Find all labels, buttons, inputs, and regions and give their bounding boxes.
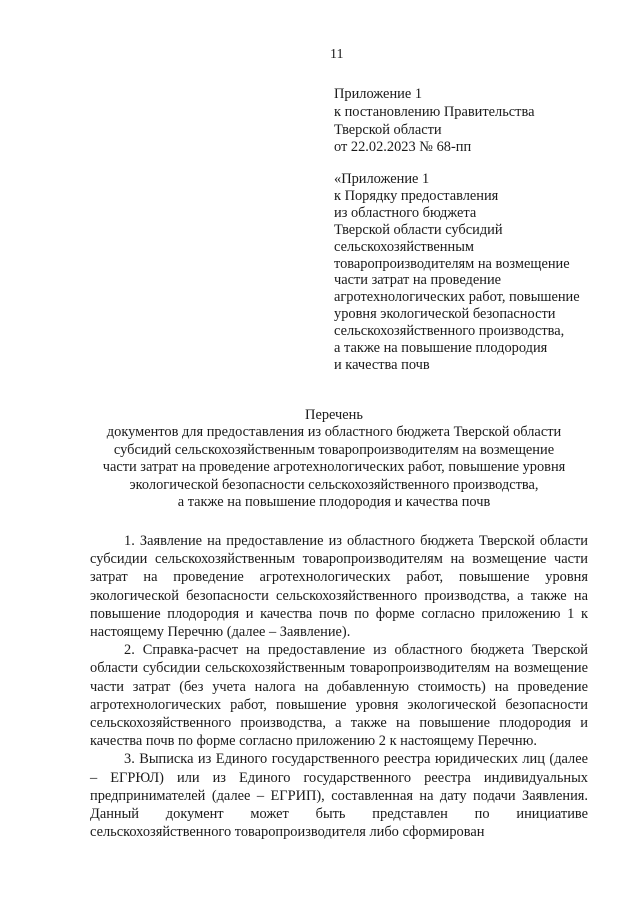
order-appendix-line: агротехнологических работ, повышение: [334, 289, 580, 306]
order-appendix-line: Тверской области субсидий: [334, 221, 503, 238]
order-appendix-line: сельскохозяйственным: [334, 238, 474, 255]
order-appendix-line: и качества почв: [334, 356, 430, 373]
order-appendix-line: товаропроизводителям на возмещение: [334, 255, 570, 272]
appendix-line: к постановлению Правительства: [334, 103, 535, 120]
order-appendix-line: к Порядку предоставления: [334, 187, 499, 204]
paragraph-item-1: 1. Заявление на предоставление из областного бюджета Тверской области субсидии сельскохозяйственным товаропроизводителям на возмещение части затрат на проведение агротехнологических работ, повышение уровня экологической безопасности сельскохозяйственного производства, а также на повышение плодородия и качества почв по форме согласно приложению 1 к настоящему Перечню (далее – Заявление).: [90, 533, 588, 641]
title-line: части затрат на проведение агротехнологических работ, повышение уровня: [102, 459, 566, 476]
document-body: [90, 532, 588, 841]
order-appendix-line: «Приложение 1: [334, 171, 430, 187]
paragraph-item-3: 3. Выписка из Единого государственного реестра юридических лиц (далее – ЕГРЮЛ) или из Единого государственного реестра индивидуальных предпринимателей (далее – ЕГРИП), составленная на дату подачи Заявления. Данный документ может быть представлен по инициативе сельскохозяйственного товаропроизводителя либо сформирован: [90, 751, 588, 841]
page-number: 11: [330, 47, 344, 62]
appendix-header: [334, 86, 614, 157]
title-line: субсидий сельскохозяйственным товаропроизводителям на возмещение: [113, 441, 555, 458]
appendix-line: от 22.02.2023 № 68-пп: [334, 139, 472, 156]
order-appendix-line: сельскохозяйственного производства,: [334, 323, 565, 340]
appendix-line: Тверской области: [334, 121, 442, 138]
title-line: экологической безопасности сельскохозяйственного производства,: [129, 476, 539, 493]
order-appendix-line: из областного бюджета: [334, 204, 477, 221]
document-title: [80, 407, 588, 511]
title-line: документов для предоставления из областного бюджета Тверской области: [106, 424, 562, 441]
order-appendix-line: уровня экологической безопасности: [334, 306, 556, 323]
paragraph-item-2: 2. Справка-расчет на предоставление из областного бюджета Тверской области субсидии сельскохозяйственным товаропроизводителям на возмещение части затрат (без учета налога на добавленную стоимость) на проведение агротехнологических работ, повышение уровня экологической безопасности сельскохозяйственного производства, а также на повышение плодородия и качества почв по форме согласно приложению 2 к настоящему Перечню.: [90, 642, 588, 750]
appendix-line: Приложение 1: [334, 86, 423, 102]
order-appendix-line: а также на повышение плодородия: [334, 340, 548, 357]
title-line: Перечень: [305, 407, 363, 423]
order-appendix-header: [334, 171, 624, 374]
order-appendix-line: части затрат на проведение: [334, 272, 502, 289]
title-line: а также на повышение плодородия и качества почв: [177, 494, 491, 511]
